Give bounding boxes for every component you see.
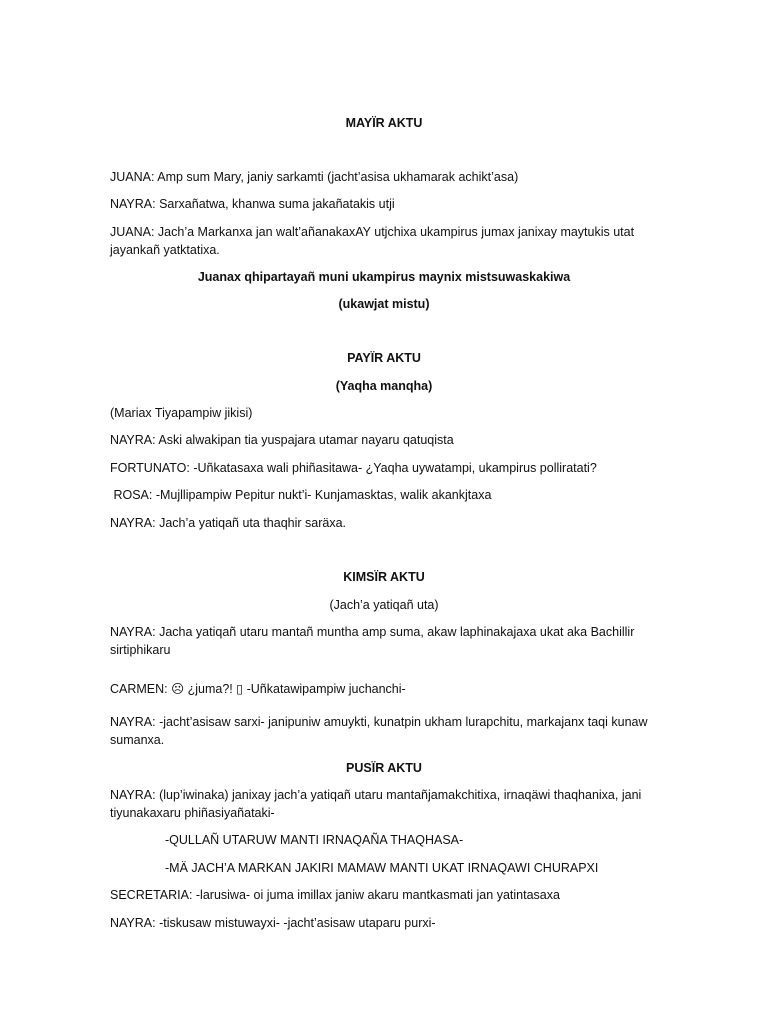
dialogue-line: NAYRA: Sarxañatwa, khanwa suma jakañatakis utji: [110, 197, 395, 211]
dialogue-line: NAYRA: -jacht’asisaw sarxi- janipuniw amuykti, kunatpin ukham lurapchitu, markajanx taqi kunaw sumanxa.: [110, 715, 648, 747]
stage-direction: -QULLAÑ UTARUW MANTI IRNAQAÑA THAQHASA-: [165, 833, 464, 847]
scene-setting: (Jach’a yatiqañ uta): [329, 598, 439, 612]
dialogue-line: JUANA: Jach’a Markanxa jan walt’añanakaxAY utjchixa ukampirus jumax janixay maytukis utat jayankañ yatktatixa.: [110, 225, 635, 257]
dialogue-line: JUANA: Amp sum Mary, janiy sarkamti (jacht’asisa ukhamarak achikt’asa): [110, 170, 519, 184]
act-2-heading: PAYÏR AKTU: [347, 351, 421, 365]
act-4-heading: PUSÏR AKTU: [346, 761, 422, 775]
dialogue-line: FORTUNATO: -Uñkatasaxa wali phiñasitawa- ¿Yaqha uywatampi, ukampirus polliratati?: [110, 461, 597, 475]
dialogue-line: NAYRA: -tiskusaw mistuwayxi- -jacht’asisaw utaparu purxi-: [110, 916, 436, 930]
dialogue-line: NAYRA: Aski alwakipan tia yuspajara utamar nayaru qatuqista: [110, 433, 454, 447]
dialogue-line: NAYRA: Jacha yatiqañ utaru mantañ muntha amp suma, akaw laphinakajaxa ukat aka Bachillir sirtiphikaru: [110, 625, 635, 657]
dialogue-line: CARMEN: ☹ ¿juma?! ▯ -Uñkatawipampiw juchanchi-: [110, 682, 406, 696]
dialogue-line: NAYRA: (lup’iwinaka) janixay jach’a yatiqañ utaru mantañjamakchitixa, irnaqäwi thaqhanixa, jani tiyunakaxaru phiñasiyañataki-: [110, 788, 642, 820]
act-3-heading: KIMSÏR AKTU: [343, 570, 425, 584]
stage-direction: -MÄ JACH’A MARKAN JAKIRI MAMAW MANTI UKAT IRNAQAWI CHURAPXI: [165, 861, 599, 875]
stage-direction: Juanax qhipartayañ muni ukampirus maynix mistsuwaskakiwa: [197, 270, 571, 284]
act-1-heading: MAYÏR AKTU: [345, 116, 423, 130]
dialogue-line: ROSA: -Mujllipampiw Pepitur nukt’i- Kunjamasktas, walik akankjtaxa: [110, 488, 492, 502]
stage-direction: (Mariax Tiyapampiw jikisi): [110, 406, 253, 420]
stage-direction: (ukawjat mistu): [338, 297, 430, 311]
scene-setting: (Yaqha manqha): [335, 379, 433, 393]
dialogue-line: NAYRA: Jach’a yatiqañ uta thaqhir saräxa.: [110, 516, 347, 530]
dialogue-line: SECRETARIA: -larusiwa- oi juma imillax janiw akaru mantkasmati jan yatintasaxa: [110, 888, 560, 902]
